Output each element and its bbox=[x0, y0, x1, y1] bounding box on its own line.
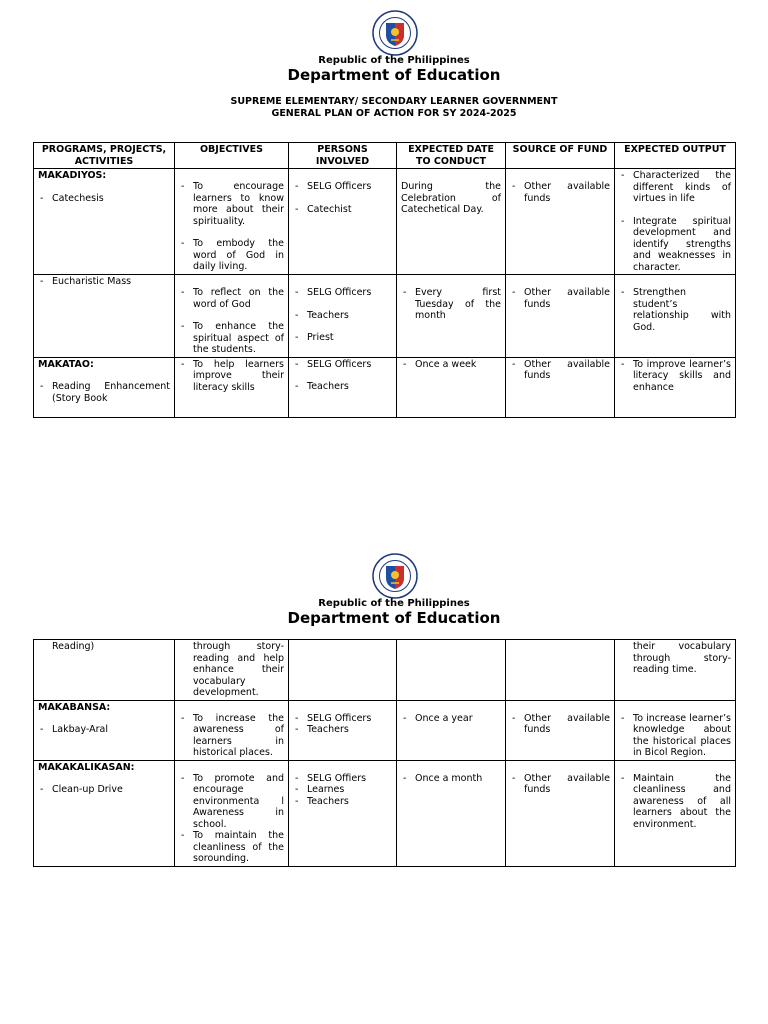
date-cell bbox=[397, 357, 506, 417]
date-item: - Every first Tuesday of the month bbox=[401, 287, 501, 322]
objectives-cell bbox=[175, 760, 289, 866]
date-cell bbox=[397, 640, 506, 701]
person-item: - Teachers bbox=[293, 310, 392, 322]
header-output: EXPECTED OUTPUT bbox=[615, 143, 736, 169]
objective-item: - To embody the word of God in daily living. bbox=[179, 238, 284, 273]
republic-label: Republic of the Philippines bbox=[318, 55, 470, 66]
objective-item: through story-reading and help enhance their vocabulary development. bbox=[193, 641, 284, 698]
person-item: - SELG Offiers bbox=[293, 773, 392, 785]
table-row bbox=[34, 640, 736, 701]
department-title: Department of Education bbox=[287, 609, 501, 627]
fund-item: - Other available funds bbox=[510, 181, 610, 204]
header-fund: SOURCE OF FUND bbox=[506, 143, 615, 169]
output-item: - Maintain the cleanliness and awareness of all learners about the environment. bbox=[619, 773, 731, 831]
date-item: - Once a month bbox=[401, 773, 501, 785]
document-title-line-1: SUPREME ELEMENTARY/ SECONDARY LEARNER GOVERNMENT bbox=[230, 96, 558, 107]
activity-cell bbox=[34, 700, 175, 760]
fund-item: - Other available funds bbox=[510, 713, 610, 736]
section-label: MAKADIYOS: bbox=[38, 170, 107, 181]
objectives-cell bbox=[175, 357, 289, 417]
person-item: - SELG Officers bbox=[293, 359, 392, 371]
objectives-cell bbox=[175, 275, 289, 358]
objectives-cell bbox=[175, 169, 289, 275]
header-date: EXPECTED DATE TO CONDUCT bbox=[397, 143, 506, 169]
person-item: - SELG Officers bbox=[293, 181, 392, 193]
activity-cell bbox=[34, 275, 175, 358]
header-ppa: PROGRAMS, PROJECTS, ACTIVITIES bbox=[34, 143, 175, 169]
person-item: - Teachers bbox=[293, 796, 392, 808]
deped-seal-icon bbox=[372, 10, 418, 56]
person-item: - Catechist bbox=[293, 204, 392, 216]
persons-cell bbox=[289, 357, 397, 417]
person-item: - Priest bbox=[293, 332, 392, 344]
activity-name: - Clean-up Drive bbox=[38, 784, 170, 796]
activity-cell bbox=[34, 357, 175, 417]
date-text: During the Celebration of Catechetical Day. bbox=[401, 181, 501, 215]
objective-item: - To promote and encourage environmenta l Awareness in school. bbox=[179, 773, 284, 831]
output-item: - Strengthen student’s relationship with God. bbox=[619, 287, 731, 333]
fund-cell bbox=[506, 700, 615, 760]
table-row bbox=[34, 357, 736, 417]
persons-cell bbox=[289, 169, 397, 275]
activity-cell bbox=[34, 640, 175, 701]
output-item: their vocabulary through story-reading time. bbox=[633, 641, 731, 675]
fund-cell bbox=[506, 275, 615, 358]
objective-item: - To maintain the cleanliness of the sorounding. bbox=[179, 830, 284, 865]
objective-item: - To reflect on the word of God bbox=[179, 287, 284, 310]
page-2 bbox=[0, 545, 768, 1024]
deped-seal-icon bbox=[372, 553, 418, 599]
output-item: - Characterized the different kinds of virtues in life bbox=[619, 170, 731, 205]
header-persons: PERSONS INVOLVED bbox=[289, 143, 397, 169]
output-cell bbox=[615, 357, 736, 417]
plan-table-page-2 bbox=[33, 639, 736, 867]
table-row bbox=[34, 169, 736, 275]
objective-item: - To encourage learners to know more about their spirituality. bbox=[179, 181, 284, 227]
persons-cell bbox=[289, 760, 397, 866]
table-header-row bbox=[34, 143, 736, 169]
fund-item: - Other available funds bbox=[510, 359, 610, 382]
fund-cell bbox=[506, 640, 615, 701]
date-cell bbox=[397, 275, 506, 358]
date-cell bbox=[397, 169, 506, 275]
output-cell bbox=[615, 700, 736, 760]
objectives-cell bbox=[175, 700, 289, 760]
activity-name: Reading) bbox=[52, 641, 95, 652]
objective-item: - To help learners improve their literacy skills bbox=[179, 359, 284, 394]
activity-name: - Lakbay-Aral bbox=[38, 724, 170, 736]
person-item: - SELG Officers bbox=[293, 713, 392, 725]
persons-cell bbox=[289, 640, 397, 701]
table-row bbox=[34, 760, 736, 866]
output-item: - To improve learner’s literacy skills and enhance bbox=[619, 359, 731, 394]
fund-cell bbox=[506, 760, 615, 866]
date-cell bbox=[397, 760, 506, 866]
date-cell bbox=[397, 700, 506, 760]
activity-name: - Catechesis bbox=[38, 193, 170, 205]
output-cell bbox=[615, 275, 736, 358]
fund-cell bbox=[506, 357, 615, 417]
document-title-line-2: GENERAL PLAN OF ACTION FOR SY 2024-2025 bbox=[271, 108, 517, 119]
person-item: - SELG Officers bbox=[293, 287, 392, 299]
date-item: - Once a year bbox=[401, 713, 501, 725]
section-label: MAKAKALIKASAN: bbox=[38, 761, 135, 773]
department-title: Department of Education bbox=[287, 66, 501, 84]
republic-label: Republic of the Philippines bbox=[318, 598, 470, 609]
output-item: - To increase learner’s knowledge about the historical places in Bicol Region. bbox=[619, 713, 731, 759]
activity-name: - Eucharistic Mass bbox=[38, 276, 170, 288]
fund-item: - Other available funds bbox=[510, 773, 610, 796]
persons-cell bbox=[289, 275, 397, 358]
objective-item: - To increase the awareness of learners in historical places. bbox=[179, 713, 284, 759]
table-row bbox=[34, 275, 736, 358]
output-cell bbox=[615, 640, 736, 701]
fund-cell bbox=[506, 169, 615, 275]
person-item: - Learnes bbox=[293, 784, 392, 796]
output-item: - Integrate spiritual development and identify strengths and weaknesses in character. bbox=[619, 216, 731, 274]
date-item: - Once a week bbox=[401, 359, 501, 371]
activity-cell bbox=[34, 760, 175, 866]
plan-table-page-1 bbox=[33, 142, 736, 418]
person-item: - Teachers bbox=[293, 724, 392, 736]
section-label: MAKATAO: bbox=[38, 358, 94, 370]
section-label: MAKABANSA: bbox=[38, 701, 111, 713]
activity-cell bbox=[34, 169, 175, 275]
objectives-cell bbox=[175, 640, 289, 701]
table-row bbox=[34, 700, 736, 760]
person-item: - Teachers bbox=[293, 381, 392, 393]
output-cell bbox=[615, 760, 736, 866]
objective-item: - To enhance the spiritual aspect of the students. bbox=[179, 321, 284, 356]
activity-name: - Reading Enhancement (Story Book bbox=[38, 381, 170, 404]
output-cell bbox=[615, 169, 736, 275]
fund-item: - Other available funds bbox=[510, 287, 610, 310]
header-objectives: OBJECTIVES bbox=[175, 143, 289, 169]
persons-cell bbox=[289, 700, 397, 760]
